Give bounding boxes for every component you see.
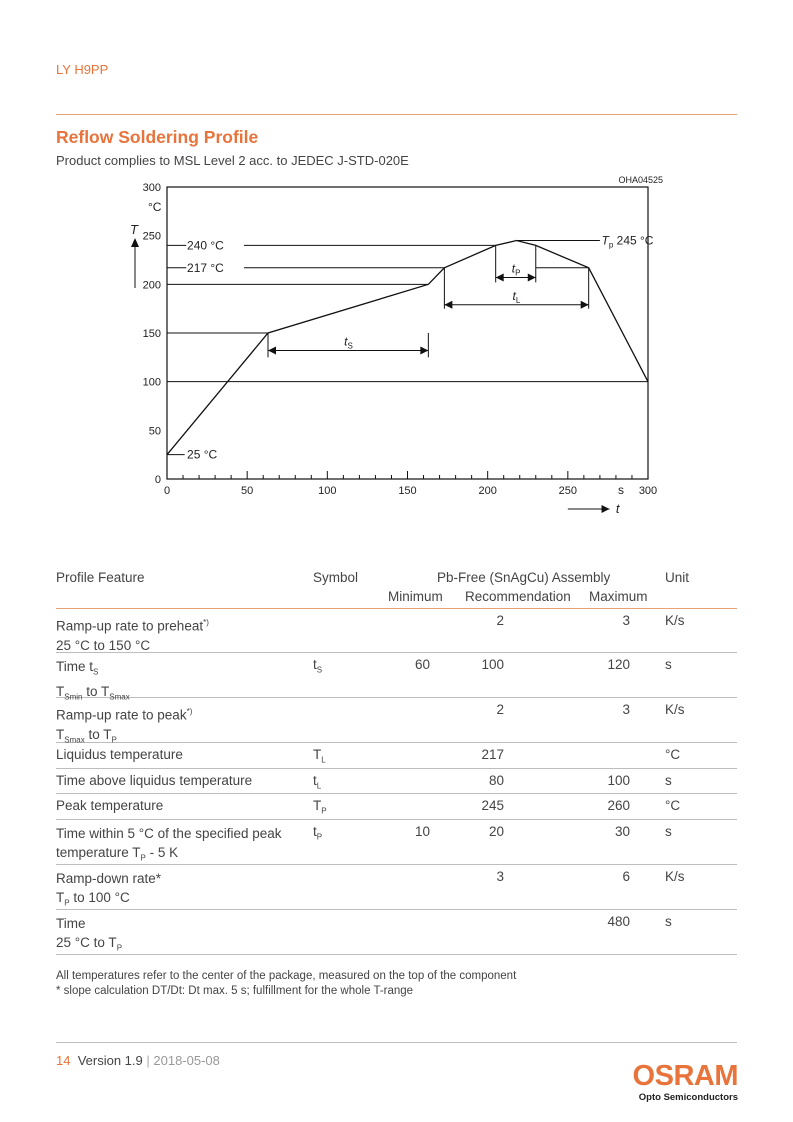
document-code: LY H9PP [56,62,109,77]
interval-label-L: $t_L$ [512,288,521,305]
unit-cell: s [665,824,672,839]
interval-arrow-left [496,274,504,282]
feature-cell: Ramp-down rate* $T_P$ to 100 °C [56,871,162,908]
unit-cell: s [665,657,672,672]
header-rule [56,114,737,115]
y-tick-label: 0 [154,474,161,486]
feature-cell: Time 25 °C to $T_P$ [56,916,123,953]
interval-markers [268,245,589,357]
release-date: 2018-05-08 [153,1053,220,1068]
ref-label-217: 217 °C [187,260,224,275]
symbol-cell: $t_S$ [313,657,323,675]
feature-line-1: Ramp-up rate to peak [56,707,187,723]
maximum-cell: 260 [607,798,630,813]
table-row [56,609,737,653]
x-tick-label: 250 [558,485,578,497]
svg-text:Tp 245 °C [602,234,654,250]
feature-sub: S [93,667,99,677]
recommendation-cell: 80 [488,773,504,788]
y-tick-label: 300 [142,182,161,194]
table-row [56,769,737,794]
y-tick-label: 200 [142,279,161,292]
peak-value-text: 245 °C [616,233,654,248]
interval-P [496,245,536,282]
x-tick-label: 100 [318,485,337,497]
header-profile-feature: Profile Feature [56,570,145,585]
symbol-cell: $T_P$ [313,798,327,816]
feature-line-1: Time within 5 °C of the specified peak [56,826,282,841]
symbol-cell: $t_L$ [313,773,322,791]
interval-S [268,333,428,357]
table-row [56,698,737,743]
recommendation-cell: 100 [481,657,504,672]
y-tick-label: 100 [142,376,161,389]
feature-line-1: Time t [56,659,93,674]
feature-sup: *) [203,618,209,627]
footer-separator: | [146,1053,150,1068]
peak-symbol: T [601,233,609,248]
unit-cell: °C [665,798,681,813]
table-row [56,865,737,910]
reflow-profile-table [56,566,737,955]
footer-rule [56,1042,737,1043]
table-notes [56,969,516,999]
x-tick-label: 200 [478,485,497,497]
header-maximum: Maximum [589,589,648,604]
symbol-cell: $T_L$ [313,747,326,765]
table-header [56,566,737,608]
figure-id: OHA04525 [618,175,663,185]
recommendation-cell: 3 [496,869,504,884]
note-temperature-reference: All temperatures refer to the center of the package, measured on the top of the component [56,970,517,982]
feature-line-2: 25 °C to 150 °C [56,637,151,653]
recommendation-cell: 20 [488,824,504,839]
maximum-cell: 6 [622,869,630,884]
reference-lines [167,241,648,455]
x-tick-label: 300 [638,485,658,497]
minimum-cell: 60 [414,657,430,672]
ref-label-25: 25 °C [187,447,218,462]
y-tick-label: 150 [142,328,161,340]
feature-cell: Liquidus temperature [56,747,183,762]
ref-label-240: 240 °C [187,238,224,253]
unit-cell: K/s [665,702,685,717]
peak-temperature-label [602,234,654,250]
logo-wordmark: OSRAM [632,1060,738,1092]
symbol-cell: $t_P$ [313,824,323,842]
unit-cell: °C [665,747,681,762]
header-minimum: Minimum [388,589,443,604]
interval-arrow-left [444,301,452,309]
section-subtitle: Product complies to MSL Level 2 acc. to JEDEC J-STD-020E [56,153,409,168]
maximum-cell: 120 [607,657,630,672]
recommendation-cell: 245 [481,798,504,813]
unit-cell: s [665,773,672,788]
interval-arrow-right [420,347,428,355]
x-tick-label: 150 [398,485,417,497]
feature-cell: Ramp-up rate to peak*) $T_{Smax}$ to $T_P$ [56,707,193,745]
interval-arrow-right [581,301,589,309]
recommendation-cell: 217 [481,747,504,762]
x-arrow-head [602,505,610,513]
maximum-cell: 3 [622,613,630,628]
interval-arrow-left [268,347,276,355]
x-axis-arrow [568,505,610,513]
profile-series-line [167,241,648,455]
version: Version 1.9 [77,1053,143,1068]
note-slope-calculation: * slope calculation DT/Dt: Dt max. 5 s; fulfillment for the whole T-range [56,985,414,997]
osram-logo [632,1062,738,1103]
page-number: 14 [56,1053,71,1068]
feature-line-1: Ramp-up rate to preheat [56,618,204,634]
feature-cell: Time $t_S$ $T_{Smin}$ to $T_{Smax}$ [56,659,130,702]
tick-labels [143,182,658,497]
axis-ticks [167,471,648,479]
reference-labels [187,238,224,461]
header-recommendation: Recommendation [465,589,571,604]
maximum-cell: 3 [622,702,630,717]
y-axis-unit: °C [148,200,162,214]
interval-label-P: $t_P$ [511,261,521,278]
table-row [56,910,737,955]
y-arrow-head [131,238,139,247]
feature-cell: Time within 5 °C of the specified peak temperature $T_P - 5$ K [56,826,282,863]
table-row [56,794,737,820]
feature-sup: *) [186,707,193,716]
maximum-cell: 100 [607,773,630,788]
feature-cell: Time above liquidus temperature [56,773,253,788]
y-tick-label: 250 [142,230,161,243]
section-title: Reflow Soldering Profile [56,127,259,147]
y-axis-arrow [131,238,139,288]
unit-cell: K/s [665,869,685,884]
header-assembly-group: Pb-Free (SnAgCu) Assembly [437,570,611,585]
x-tick-label: 0 [163,485,171,497]
feature-line-1: Time [56,916,86,931]
table-row [56,743,737,769]
reflow-profile-chart [120,170,680,520]
maximum-cell: 30 [614,824,630,839]
interval-arrow-right [528,274,536,282]
header-symbol: Symbol [313,570,359,585]
table-row [56,653,737,702]
maximum-cell: 480 [607,914,630,929]
x-axis-symbol: t [615,501,620,516]
x-axis-unit: s [617,483,624,497]
unit-cell: s [665,914,672,929]
x-tick-label: 50 [241,485,254,497]
interval-label-S: $t_S$ [344,334,353,351]
feature-cell: Peak temperature [56,798,164,813]
peak-subscript: p [608,240,614,250]
footer [56,1053,220,1068]
table-row [56,820,737,865]
logo-tagline: Opto Semiconductors [638,1092,738,1103]
y-axis-symbol: T [130,222,138,237]
recommendation-cell: 2 [496,702,504,717]
recommendation-cell: 2 [496,613,504,628]
header-unit: Unit [665,570,690,585]
y-tick-label: 50 [148,425,161,438]
feature-cell [56,613,209,655]
unit-cell: K/s [665,613,685,628]
feature-line-1: Ramp-down rate* [56,871,162,886]
minimum-cell: 10 [414,824,430,839]
